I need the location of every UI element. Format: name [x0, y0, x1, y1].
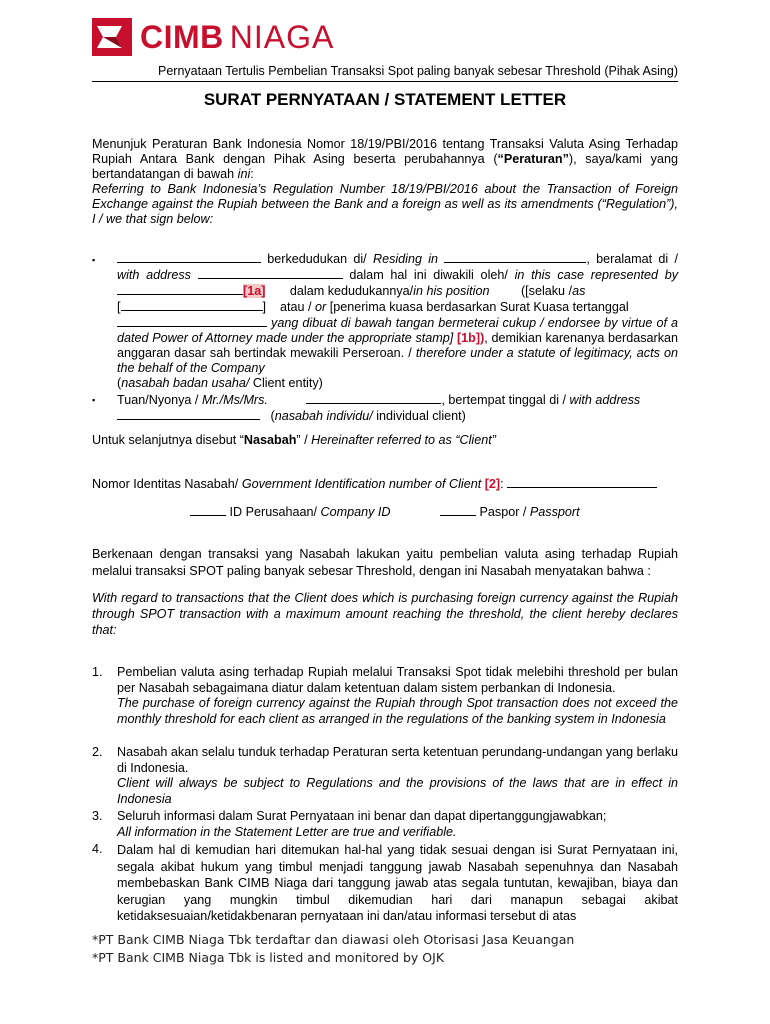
b1-text-4: with address — [117, 268, 191, 282]
brand-logo — [92, 18, 334, 56]
document-subtitle: Pernyataan Tertulis Pembelian Transaksi Spot paling banyak sebesar Threshold (Pihak Asing) — [158, 64, 678, 78]
name-blank-line[interactable] — [117, 251, 261, 263]
item-number: 4. — [92, 842, 103, 856]
item-text-en: All information in the Statement Letter are true and verifiable. — [117, 824, 457, 839]
hereinafter-line — [92, 433, 678, 448]
residing-blank-line[interactable] — [444, 251, 586, 263]
b1-text-9: ([selaku / — [520, 284, 573, 298]
b2-text-5b: nasabah individu/ — [274, 409, 373, 423]
address-blank-line[interactable] — [198, 267, 343, 279]
b1-text-10: as — [572, 284, 586, 298]
b1-text-11: atau / — [280, 300, 316, 314]
hereinafter-en: Hereinafter referred to as “Client” — [311, 433, 496, 447]
list-item — [117, 665, 678, 727]
regarding-en-paragraph: With regard to transactions that the Client does which is purchasing foreign currency against the Rupiah through SPOT transaction with a maximum amount reaching the threshold, the client hereby declares that: — [92, 591, 678, 637]
intro-text-id-2: ), saya/kami yang bertandatangan di bawah — [92, 152, 678, 181]
individual-client-block — [117, 392, 678, 424]
bullet-marker: ▪ — [92, 255, 96, 265]
client-name-blank-line[interactable] — [306, 392, 441, 404]
footer-note-id: *PT Bank CIMB Niaga Tbk terdaftar dan diawasi oleh Otorisasi Jasa Keuangan — [92, 932, 575, 947]
b1-text-14: yang dibuat di bawah tangan bermeterai cukup / endorsee by virtue of a dated Power of Attorney made under the appropriate stamp] — [117, 316, 678, 345]
entity-client-block — [117, 251, 678, 391]
b1-text-8: in his position — [413, 284, 490, 298]
item-number: 2. — [92, 745, 103, 759]
item-text-id: Pembelian valuta asing terhadap Rupiah melalui Transaksi Spot tidak melebihi threshold per bulan per Nasabah sebagaimana diatur dalam ketentuan dalam sistem perbankan di Indonesia. — [117, 665, 678, 695]
b2-text-2: Mr./Ms/Mrs. — [201, 393, 268, 407]
item-text-id: Seluruh informasi dalam Surat Pernyataan ini benar dan dapat dipertanggungjawabkan; — [117, 809, 607, 823]
brand-name-bold: CIMB — [140, 18, 224, 55]
tag-1a: [1a] — [243, 284, 266, 298]
item-number: 1. — [92, 665, 103, 679]
cimb-logo-icon — [92, 18, 132, 56]
intro-term-bold: “Peraturan” — [497, 152, 569, 166]
id-number-label-en: Government Identification number of Client — [241, 477, 482, 491]
company-id-label-en: Company ID — [320, 505, 391, 519]
item-number: 3. — [92, 809, 103, 823]
id-number-label: Nomor Identitas Nasabah/ — [92, 477, 242, 491]
id-number-colon: : — [500, 477, 504, 491]
tag-2: [2] — [484, 477, 501, 491]
id-number-blank-line[interactable] — [507, 476, 657, 488]
intro-text-en: Referring to Bank Indonesia’s Regulation Number 18/19/PBI/2016 about the Transaction of Foreign Exchange against the Rupiah between the Bank and a foreign as well as its amendments (“Regulation”), I / we that sign below: — [92, 182, 678, 226]
passport-label-en: Passport — [529, 505, 580, 519]
regarding-id-paragraph: Berkenaan dengan transaksi yang Nasabah lakukan yaitu pembelian valuta asing terhadap Rupiah melalui transaksi SPOT paling banyak sebesar Threshold, dengan ini Nasabah menyatakan bahwa : — [92, 547, 678, 578]
item-text-id: Nasabah akan selalu tunduk terhadap Peraturan serta ketentuan perundang-undangan yang berlaku di Indonesia. — [117, 745, 678, 775]
id-number-line — [92, 476, 678, 492]
company-id-label: ID Perusahaan/ — [229, 505, 321, 519]
list-item — [117, 842, 678, 925]
hereinafter-a: Untuk selanjutnya disebut “ — [92, 433, 244, 447]
bullet-marker: ▪ — [92, 395, 96, 405]
b2-text-5a: ( — [270, 409, 275, 423]
tag-1b: [1b]) — [456, 331, 485, 345]
intro-colon: : — [250, 167, 254, 181]
bracket-open: [ — [117, 300, 121, 314]
b1-text-7: dalam kedudukannya/ — [289, 284, 414, 298]
b1-text-12: or — [315, 300, 327, 314]
intro-paragraph — [92, 137, 678, 227]
list-item — [117, 809, 678, 840]
intro-text-id: Menunjuk Peraturan Bank Indonesia Nomor 18/19/PBI/2016 tentang Transaksi Valuta Asing Terhadap Rupiah Antara Bank dengan Pihak Asing beserta perubahannya ( — [92, 137, 678, 166]
b2-text-1: Tuan/Nyonya / — [117, 393, 202, 407]
b1-text-5: dalam hal ini diwakili oleh/ — [342, 268, 515, 282]
header-divider — [92, 81, 678, 82]
client-address-blank-line[interactable] — [117, 408, 260, 420]
brand-name-light: NIAGA — [229, 18, 335, 55]
hereinafter-client-bold: Nasabah — [243, 433, 297, 447]
b1-text-3: , beralamat di / — [586, 252, 678, 266]
company-id-check-line[interactable] — [190, 504, 226, 516]
item-text-id: Dalam hal di kemudian hari ditemukan hal-hal yang tidak sesuai dengan isi Surat Pernyataan ini, segala akibat hukum yang timbul menjadi tanggung jawab Nasabah sepenuhnya dan Nasabah membebaskan Bank CIMB Niaga dari tanggung jawab atas segala tuntutan, kewajiban, biaya dan kerugian yang mungkin timbul dikemudian hari dari manapun sebagai akibat ketidaksesuaian/ketidakbenaran pernyataan ini dan/atau informasi tersebut di atas — [117, 843, 678, 923]
list-item — [117, 745, 678, 807]
b1-text-17c: Client entity) — [249, 376, 323, 390]
b2-text-3: , bertempat tinggal di / — [441, 393, 570, 407]
company-id-option — [190, 504, 391, 519]
item-text-en: Client will always be subject to Regulations and the provisions of the laws that are in effect in Indonesia — [117, 776, 678, 806]
b1-text-15: , demikian karenanya berdasarkan anggaran dasar sah bertindak mewakili Perseroan. / — [117, 331, 679, 360]
b2-text-5c: individual client) — [372, 409, 466, 423]
b1-text-13: [penerima kuasa berdasarkan Surat Kuasa tertanggal — [326, 300, 629, 314]
b2-text-4: with address — [569, 393, 641, 407]
b1-text-17b: nasabah badan usaha/ — [121, 376, 250, 390]
b1-text-1: berkedudukan di/ — [267, 252, 373, 266]
b1-text-16: therefore under a statute of legitimacy, acts on the behalf of the Company — [117, 346, 678, 375]
passport-option — [440, 504, 580, 519]
item-text-en: The purchase of foreign currency against the Rupiah through Spot transaction does not exceed the monthly threshold for each client as arranged in the regulations of the banking system in Indonesia — [117, 696, 678, 726]
intro-ini: ini — [237, 167, 251, 181]
representative-blank-line[interactable] — [117, 283, 243, 295]
position-blank-line[interactable] — [121, 299, 263, 311]
b1-text-2: Residing in — [372, 252, 439, 266]
hereinafter-c: ” / — [296, 433, 312, 447]
passport-label: Paspor / — [479, 505, 530, 519]
passport-check-line[interactable] — [440, 504, 476, 516]
b1-text-6: in this case represented by — [514, 268, 678, 282]
b1-text-17a: ( — [117, 376, 122, 390]
footer-note-en: *PT Bank CIMB Niaga Tbk is listed and monitored by OJK — [92, 950, 445, 965]
page-title: SURAT PERNYATAAN / STATEMENT LETTER — [203, 90, 567, 109]
poa-date-blank-line[interactable] — [117, 315, 267, 327]
bracket-close: ] — [262, 300, 266, 314]
